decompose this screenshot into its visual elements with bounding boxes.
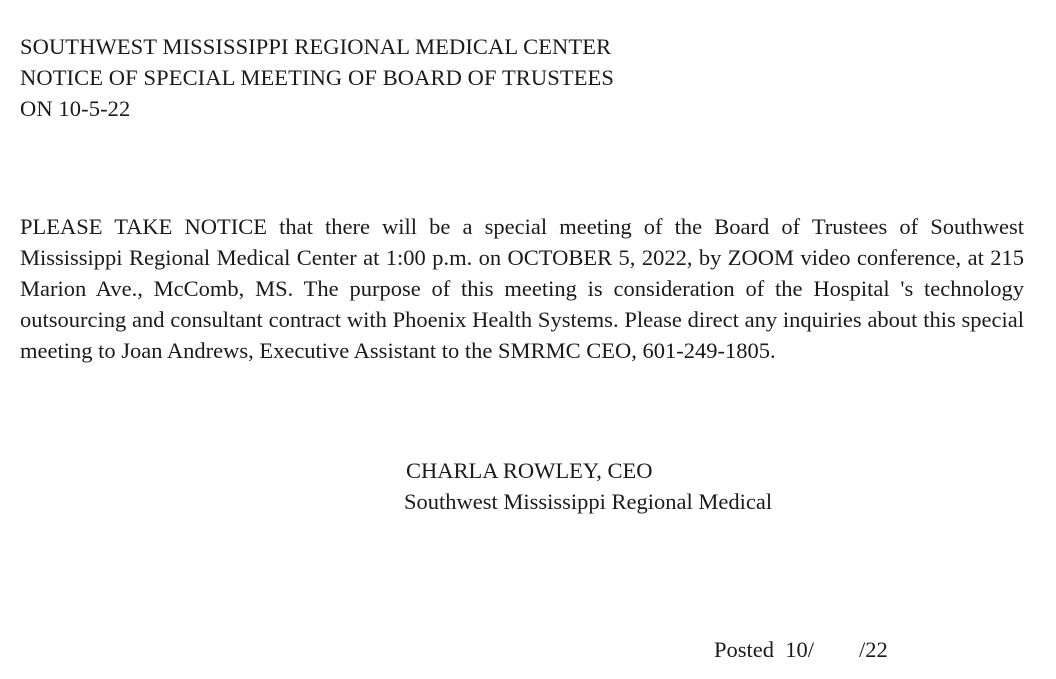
- notice-body: PLEASE TAKE NOTICE that there will be a special meeting of the Board of Trustees of Southwest Mississippi Regional Medical Center at 1:00 p.m. on OCTOBER 5, 2022, by ZOOM video conference, at 215 Marion Ave., McComb, MS. The purpose of this meeting is consideration of the Hospital 's technology outsourcing and consultant contract with Phoenix Health Systems. Please direct any inquiries about this special meeting to Joan Andrews, Executive Assistant to the SMRMC CEO, 601-249-1805.: [20, 214, 1024, 363]
- header-line-title: NOTICE OF SPECIAL MEETING OF BOARD OF TRUSTEES: [20, 65, 615, 90]
- signature-name: CHARLA ROWLEY, CEO: [406, 458, 653, 483]
- signature-organization: Southwest Mississippi Regional Medical: [404, 489, 773, 514]
- header-line-organization: SOUTHWEST MISSISSIPPI REGIONAL MEDICAL CENTER: [20, 34, 612, 59]
- notice-header: [20, 31, 614, 124]
- header-line-date: ON 10-5-22: [20, 96, 131, 121]
- signature-block: [404, 455, 772, 517]
- posted-date: Posted 10/ /22: [714, 637, 888, 662]
